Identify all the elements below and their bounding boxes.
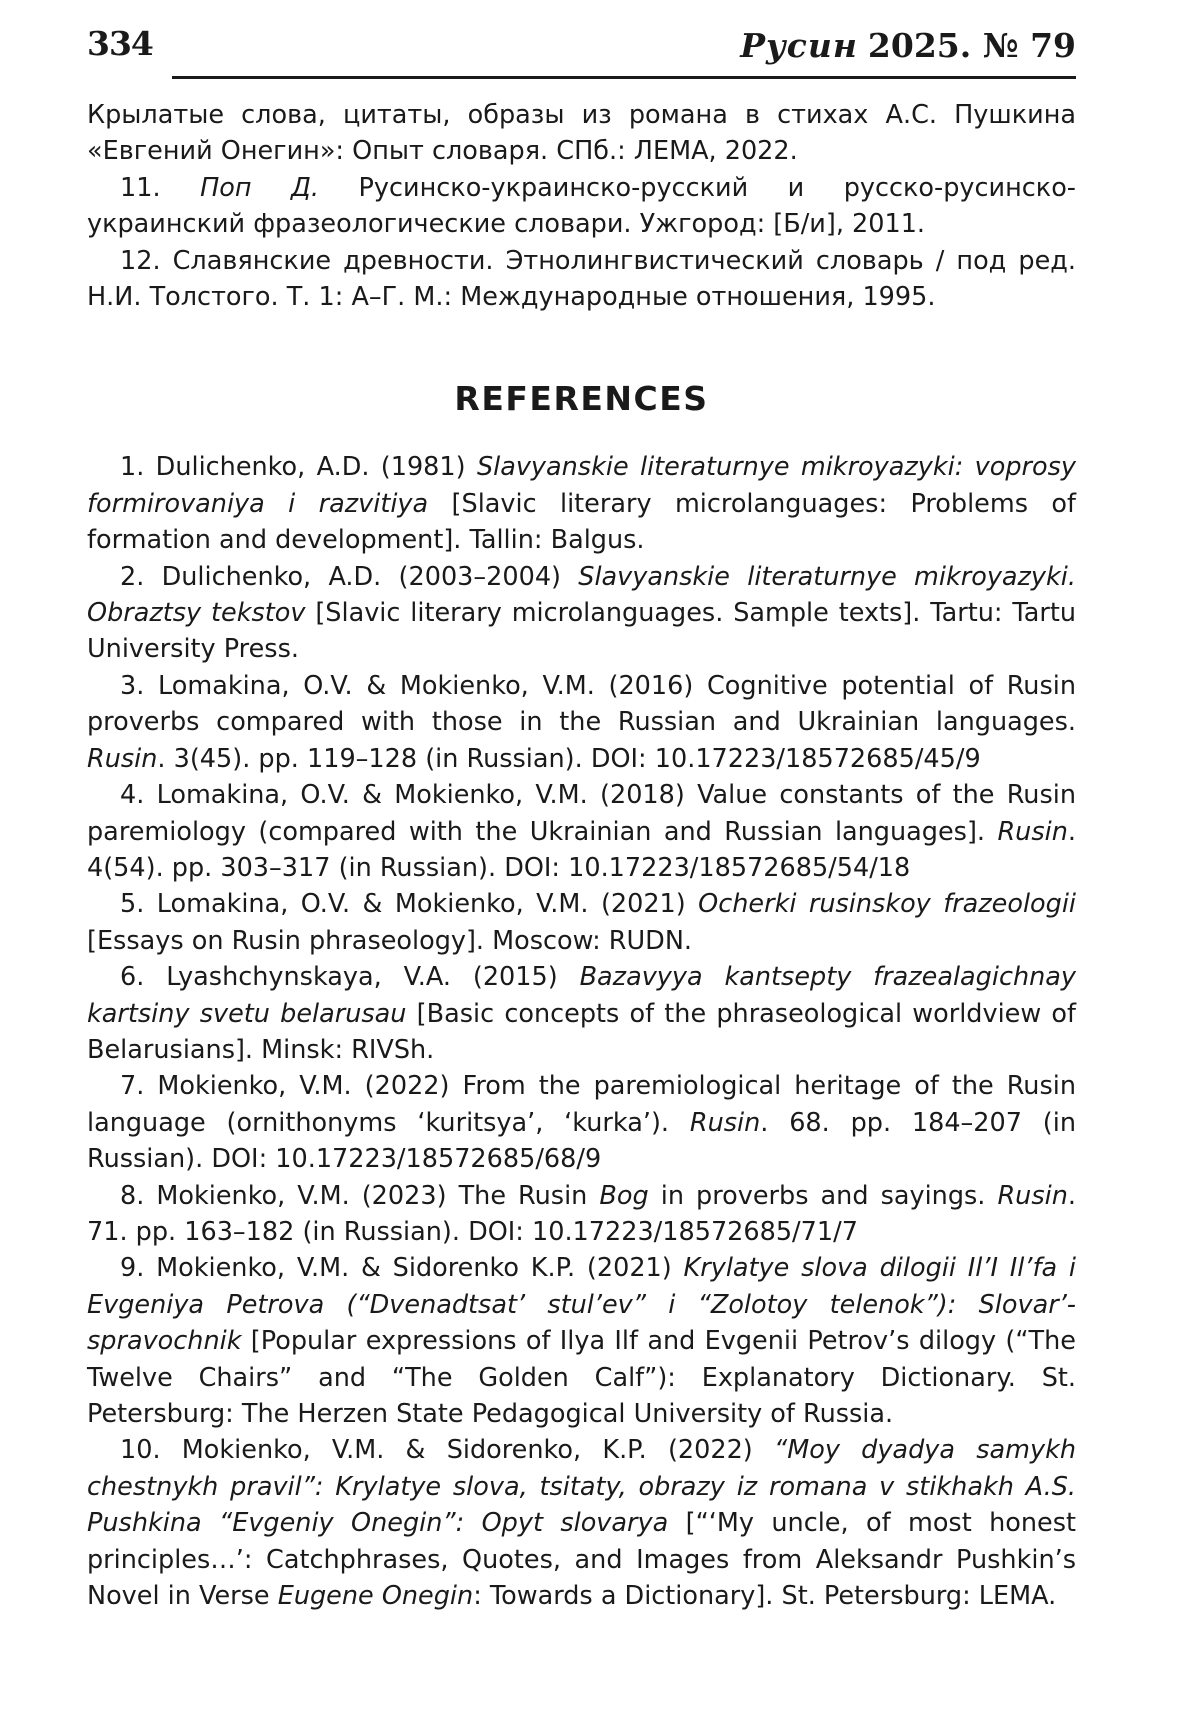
reference-entry (87, 777, 1076, 886)
reference-text: 1. Dulichenko, A.D. (1981) (120, 452, 477, 483)
reference-text: 4. Lomakina, O.V. & Mokienko, V.M. (2018) Value constants of the Rusin paremiology (compared with the Ukrainian and Russian languages]. (87, 780, 1076, 847)
page-number: 334 (87, 24, 153, 63)
reference-entry (87, 1178, 1076, 1251)
reference-text: . 4(54). pp. 303–317 (in Russian). DOI: 10.17223/18572685/54/18 (87, 816, 1076, 883)
reference-entry (87, 1250, 1076, 1432)
reference-title-italic: Bazavyya kantsepty frazealagichnay kartsiny svetu belarusau (87, 962, 1076, 1029)
reference-text: [“‘My uncle, of most honest principles…’: Catchphrases, Quotes, and Images from Aleksandr Pushkin’s Novel in Verse (87, 1508, 1076, 1612)
reference-title-italic: Rusin (689, 1107, 761, 1138)
reference-entry (87, 449, 1076, 558)
reference-text: Крылатые слова, цитаты, образы из романа в стихах А.С. Пушкина «Евгений Онегин»: Опыт словаря. СПб.: ЛЕМА, 2022. (87, 100, 1076, 167)
reference-text: [Slavic literary microlanguages. Sample texts]. Tartu: Tartu University Press. (87, 598, 1076, 665)
russian-reference-list (87, 97, 1076, 315)
reference-text: 2. Dulichenko, A.D. (2003–2004) (120, 561, 579, 592)
reference-text: [Slavic literary microlanguages: Problems of formation and development]. Tallin: Balgus. (87, 488, 1076, 556)
reference-entry (87, 1068, 1076, 1177)
reference-entry (87, 97, 1076, 170)
reference-text: 12. Славянские древности. Этнолингвистический словарь / под ред. Н.И. Толстого. Т. 1: А–Г. М.: Международные отношения, 1995. (87, 245, 1076, 313)
reference-text: . 3(45). pp. 119–128 (in Russian). DOI: 10.17223/18572685/45/9 (157, 743, 981, 774)
reference-text: Русинско-украинско-русский и русско-русинско-украинский фразеологические словари. Ужгород: [Б/и], 2011. (87, 172, 1076, 240)
reference-text: . 68. pp. 184–207 (in Russian). DOI: 10.17223/18572685/68/9 (87, 1107, 1076, 1175)
reference-title-italic: Поп Д. (200, 172, 320, 203)
reference-title-italic: Rusin (997, 816, 1068, 847)
references-heading: REFERENCES (454, 379, 709, 419)
reference-text: 11. (120, 172, 201, 203)
reference-text: [Essays on Rusin phraseology]. Moscow: RUDN. (87, 925, 693, 956)
reference-title-italic: Ocherki rusinskoy frazeologii (698, 889, 1076, 920)
reference-text: 10. Mokienko, V.M. & Sidorenko, K.P. (2022) (120, 1435, 774, 1466)
references-list (87, 449, 1076, 1614)
reference-text: [Basic concepts of the phraseological worldview of Belarusians]. Minsk: RIVSh. (87, 998, 1076, 1065)
journal-name: Русин (740, 26, 858, 65)
reference-entry (87, 1432, 1076, 1614)
reference-entry (87, 668, 1076, 777)
reference-title-italic: “Moy dyadya samykh chestnykh pravil”: Krylatye slova, tsitaty, obrazy iz romana v stikhakh A.S. Pushkina “Evgeniy Onegin”: Opyt slovarya (87, 1435, 1076, 1539)
reference-text: in proverbs and sayings. (648, 1180, 998, 1211)
reference-title-italic: Rusin (997, 1180, 1068, 1211)
reference-entry (87, 559, 1076, 668)
reference-text: 9. Mokienko, V.M. & Sidorenko K.P. (2021) (120, 1253, 684, 1284)
reference-title-italic: Rusin (87, 743, 158, 774)
reference-entry (87, 886, 1076, 959)
reference-text: 6. Lyashchynskaya, V.A. (2015) (120, 962, 580, 993)
journal-issue: 2025. № 79 (867, 26, 1076, 65)
reference-text: 3. Lomakina, O.V. & Mokienko, V.M. (2016) Cognitive potential of Rusin proverbs compared with those in the Russian and Ukrainian languages. (87, 670, 1076, 738)
reference-text: 5. Lomakina, O.V. & Mokienko, V.M. (2021) (120, 889, 699, 920)
reference-title-italic: Slavyanskie literaturnye mikroyazyki. Obraztsy tekstov (87, 561, 1076, 629)
page-body (87, 97, 1076, 1614)
reference-text: 8. Mokienko, V.M. (2023) The Rusin (120, 1180, 600, 1211)
reference-entry (87, 170, 1076, 243)
reference-text: : Towards a Dictionary]. St. Petersburg: LEMA. (473, 1581, 1057, 1612)
reference-entry (87, 243, 1076, 316)
reference-title-italic: Eugene Onegin (277, 1581, 474, 1612)
reference-entry (87, 959, 1076, 1068)
reference-title-italic: Krylatye slova dilogii Il’I Il’fa i Evgeniya Petrova (“Dvenadtsat’ stul’ev” i “Zolotoy telenok”): Slovar’-spravochnik (87, 1253, 1076, 1357)
reference-title-italic: Slavyanskie literaturnye mikroyazyki: voprosy formirovaniya i razvitiya (87, 452, 1076, 519)
journal-title (740, 26, 1076, 65)
header-rule (172, 76, 1076, 79)
reference-text: 7. Mokienko, V.M. (2022) From the paremiological heritage of the Rusin language (ornithonyms ‘kuritsya’, ‘kurka’). (87, 1071, 1076, 1138)
reference-text: [Popular expressions of Ilya Ilf and Evgenii Petrov’s dilogy (“The Twelve Chairs” and “The Golden Calf”): Explanatory Dictionary. St. Petersburg: The Herzen State Pedagogical University of Russia. (87, 1326, 1076, 1429)
reference-text: . 71. pp. 163–182 (in Russian). DOI: 10.17223/18572685/71/7 (87, 1180, 1076, 1247)
reference-title-italic: Bog (599, 1180, 649, 1211)
